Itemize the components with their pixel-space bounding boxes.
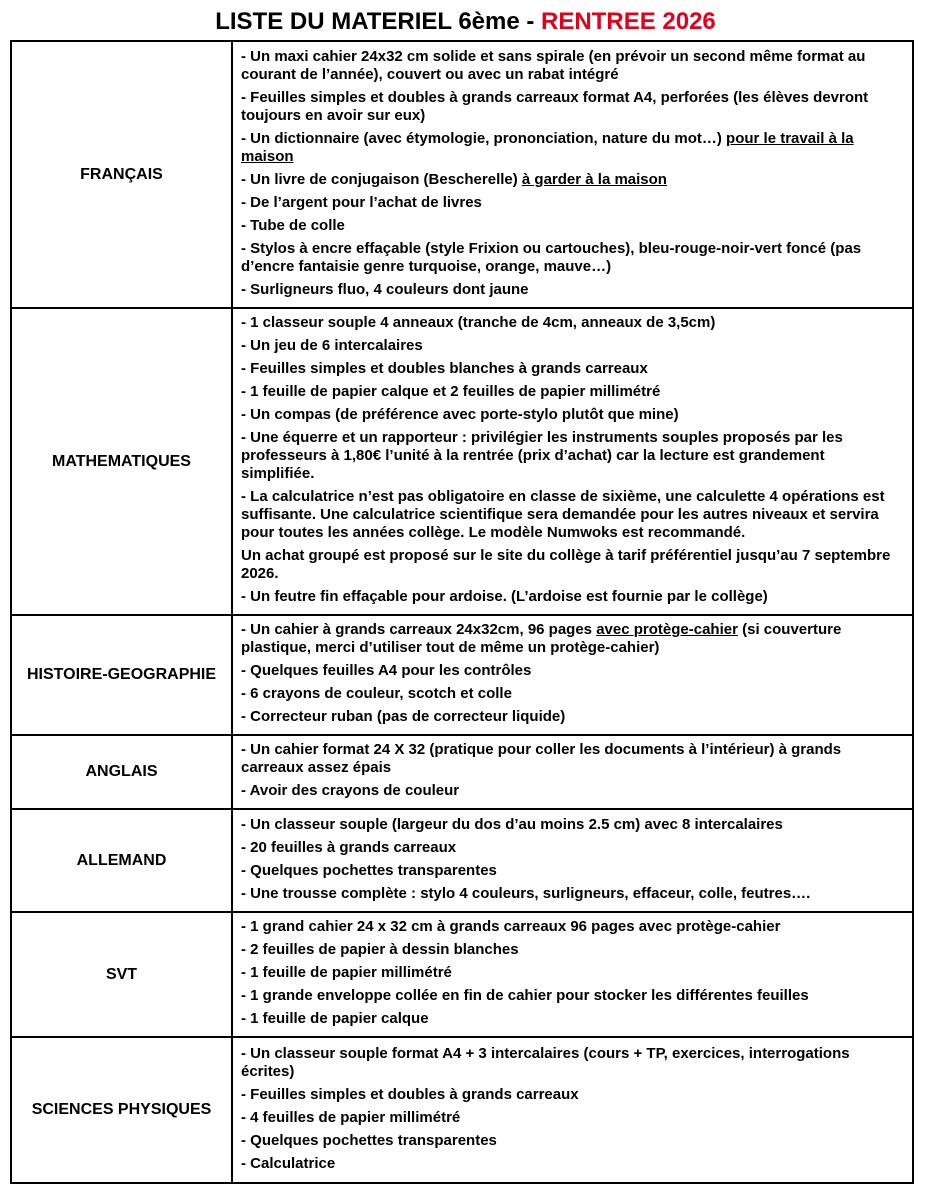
item-text: - Un cahier format 24 X 32 (pratique pour coller les documents à l’intérieur) à grands carreaux assez épais (241, 741, 842, 776)
item-text: - Un livre de conjugaison (Bescherelle) (241, 170, 522, 188)
list-item (241, 488, 902, 542)
item-text: Un achat groupé est proposé sur le site du collège à tarif préférentiel jusqu’au 7 septembre 2026. (241, 547, 891, 582)
item-text: - Un compas (de préférence avec porte-stylo plutôt que mine) (241, 406, 679, 423)
subject-row (11, 41, 913, 308)
list-item (241, 1010, 902, 1028)
subject-name: SVT (11, 912, 232, 1037)
subject-row (11, 615, 913, 735)
subject-name: ALLEMAND (11, 809, 232, 912)
list-item (241, 708, 902, 726)
subject-row (11, 809, 913, 912)
item-text: - 4 feuilles de papier millimétré (241, 1108, 461, 1126)
item-text: - Quelques feuilles A4 pour les contrôles (241, 662, 532, 679)
list-item (241, 171, 902, 189)
list-item (241, 1086, 902, 1104)
item-text: - Un cahier à grands carreaux 24x32cm, 96 pages (241, 621, 597, 638)
list-item (241, 941, 902, 959)
list-item (241, 337, 902, 355)
item-text: - 1 classeur souple 4 anneaux (tranche de 4cm, anneaux de 3,5cm) (241, 314, 716, 331)
list-item (241, 885, 902, 903)
list-item (241, 360, 902, 378)
item-text: - Un feutre fin effaçable pour ardoise. (L’ardoise est fournie par le collège) (241, 588, 768, 605)
items-cell (232, 308, 913, 615)
items-cell (232, 615, 913, 735)
list-item (241, 217, 902, 235)
item-text: - 6 crayons de couleur, scotch et colle (241, 685, 512, 702)
item-text: - Feuilles simples et doubles blanches à grands carreaux (241, 360, 648, 377)
list-item (241, 588, 902, 606)
page-title (0, 4, 931, 40)
list-item (241, 240, 902, 276)
item-text: - Une équerre et un rapporteur : privilégier les instruments souples proposés par les professeurs à 1,80€ l’unité à la rentrée (prix d’achat) car la lecture est grandement simplifiée. (241, 429, 843, 482)
item-text: - Un maxi cahier 24x32 cm solide et sans spirale (en prévoir un second même format au courant de l’année), couvert ou avec un rabat intégré (241, 47, 866, 83)
list-item (241, 1045, 902, 1081)
subject-row (11, 1037, 913, 1183)
item-text: - 1 feuille de papier calque et 2 feuilles de papier millimétré (241, 383, 661, 400)
item-text: - Un jeu de 6 intercalaires (241, 337, 423, 354)
item-text: (si couverture plastique, merci d’utiliser tout de même un protège-cahier) (241, 621, 842, 656)
item-text: - Quelques pochettes transparentes (241, 1131, 497, 1149)
item-text: - 2 feuilles de papier à dessin blanches (241, 941, 519, 958)
item-text: - Stylos à encre effaçable (style Frixion ou cartouches), bleu-rouge-noir-vert foncé (pas d’encre fantaisie genre turquoise, orange, mauve…) (241, 239, 862, 275)
subject-name: FRANÇAIS (11, 41, 232, 308)
item-text: - 1 grand cahier 24 x 32 cm à grands carreaux 96 pages avec protège-cahier (241, 918, 781, 935)
title-highlight: RENTREE 2026 (541, 8, 716, 35)
item-text: - Feuilles simples et doubles à grands carreaux format A4, perforées (les élèves devront toujours en avoir sur eux) (241, 88, 869, 124)
items-cell (232, 809, 913, 912)
subject-row (11, 735, 913, 809)
list-item (241, 685, 902, 703)
item-text: - Une trousse complète : stylo 4 couleurs, surligneurs, effaceur, colle, feutres…. (241, 884, 811, 902)
item-text: - Un classeur souple format A4 + 3 intercalaires (cours + TP, exercices, interrogations écrites) (241, 1044, 850, 1080)
list-item (241, 987, 902, 1005)
list-item (241, 314, 902, 332)
list-item (241, 1109, 902, 1127)
item-text: - La calculatrice n’est pas obligatoire en classe de sixième, une calculette 4 opérations est suffisante. Une calculatrice scientifique sera demandée pour les autres niveaux et servira pour toutes les années collège. Le modèle Numwoks est recommandé. (241, 488, 885, 541)
subject-name: SCIENCES PHYSIQUES (11, 1037, 232, 1183)
item-text: - Calculatrice (241, 1154, 336, 1172)
item-text: - 20 feuilles à grands carreaux (241, 838, 457, 856)
list-item (241, 89, 902, 125)
title-main: LISTE DU MATERIEL 6ème - (215, 8, 542, 35)
list-item (241, 741, 902, 777)
underlined-text: à garder à la maison (521, 170, 667, 188)
underlined-text: pour le travail à la maison (241, 129, 854, 165)
item-text: - Tube de colle (241, 216, 345, 234)
item-text: - Quelques pochettes transparentes (241, 861, 497, 879)
item-text: - Un dictionnaire (avec étymologie, prononciation, nature du mot…) (241, 129, 727, 147)
list-item (241, 621, 902, 657)
item-text: - Correcteur ruban (pas de correcteur liquide) (241, 708, 566, 725)
list-item (241, 383, 902, 401)
item-text: - De l’argent pour l’achat de livres (241, 193, 482, 211)
items-cell (232, 912, 913, 1037)
item-text: - 1 grande enveloppe collée en fin de cahier pour stocker les différentes feuilles (241, 987, 809, 1004)
list-item (241, 281, 902, 299)
supplies-table (10, 40, 914, 1184)
list-item (241, 48, 902, 84)
item-text: - Un classeur souple (largeur du dos d’au moins 2.5 cm) avec 8 intercalaires (241, 815, 783, 833)
list-item (241, 862, 902, 880)
subject-name: ANGLAIS (11, 735, 232, 809)
list-item (241, 194, 902, 212)
list-item (241, 429, 902, 483)
underlined-text: avec protège-cahier (596, 621, 738, 638)
subject-row (11, 308, 913, 615)
items-cell (232, 1037, 913, 1183)
subject-name: HISTOIRE-GEOGRAPHIE (11, 615, 232, 735)
list-item (241, 547, 902, 583)
list-item (241, 406, 902, 424)
list-item (241, 782, 902, 800)
list-item (241, 816, 902, 834)
list-item (241, 839, 902, 857)
item-text: - Surligneurs fluo, 4 couleurs dont jaune (241, 280, 529, 298)
list-item (241, 918, 902, 936)
item-text: - Avoir des crayons de couleur (241, 782, 460, 799)
item-text: - 1 feuille de papier calque (241, 1010, 429, 1027)
list-item (241, 662, 902, 680)
list-item (241, 1132, 902, 1150)
items-cell (232, 735, 913, 809)
list-item (241, 130, 902, 166)
list-item (241, 1155, 902, 1173)
item-text: - 1 feuille de papier millimétré (241, 964, 452, 981)
subject-name: MATHEMATIQUES (11, 308, 232, 615)
item-text: - Feuilles simples et doubles à grands carreaux (241, 1085, 579, 1103)
subject-row (11, 912, 913, 1037)
list-item (241, 964, 902, 982)
items-cell (232, 41, 913, 308)
